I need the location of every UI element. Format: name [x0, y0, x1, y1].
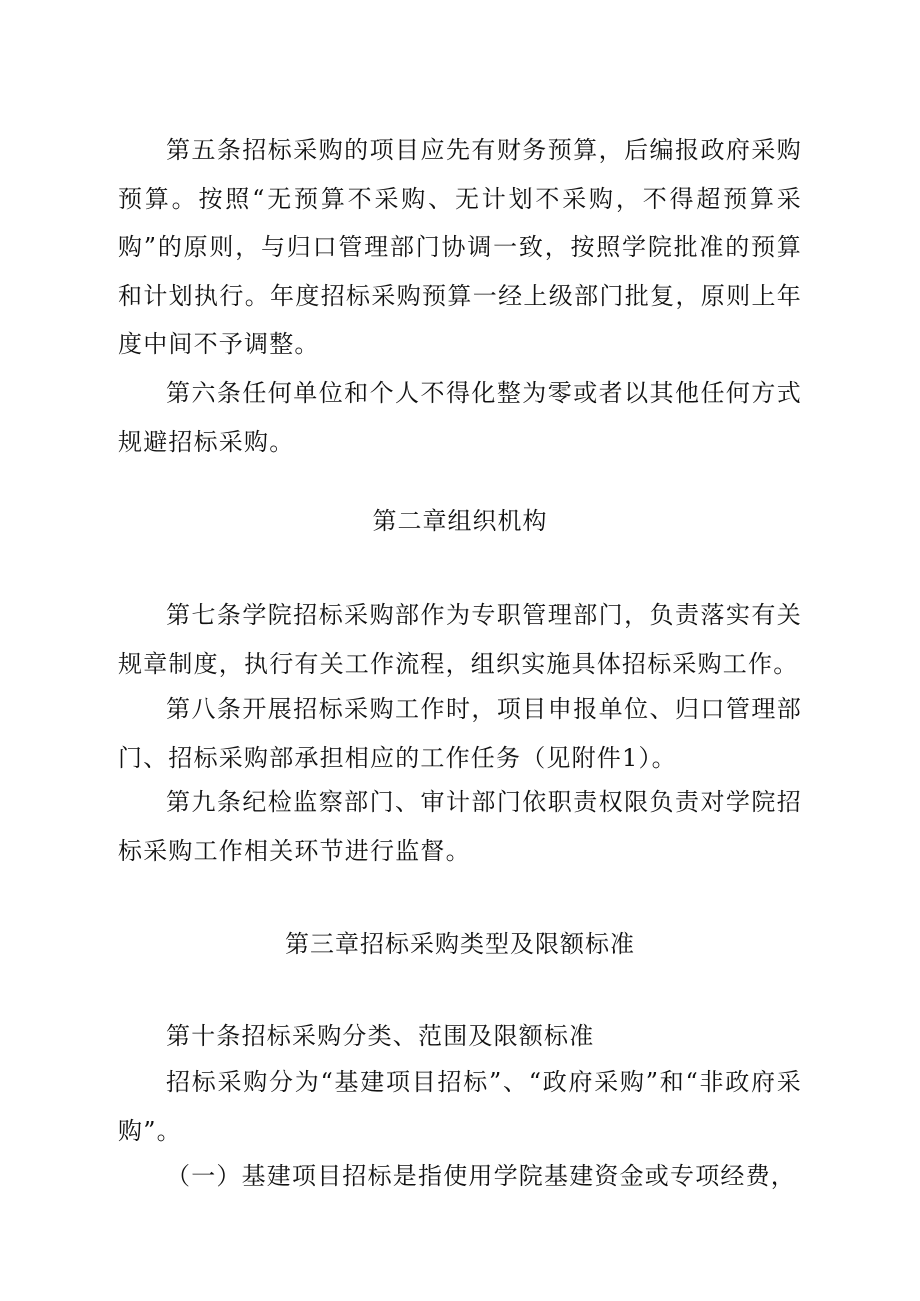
article-6-paragraph: 第六条任何单位和个人不得化整为零或者以其他任何方式规避招标采购。 [118, 379, 802, 456]
article-8-paragraph: 第八条开展招标采购工作时，项目申报单位、归口管理部门、招标采购部承担相应的工作任务（见附件1）。 [118, 695, 802, 772]
procurement-types-paragraph: 招标采购分为“基建项目招标”、“政府采购”和“非政府采购”。 [118, 1068, 802, 1145]
article-10-paragraph: 第十条招标采购分类、范围及限额标准 [166, 1022, 595, 1050]
infrastructure-bidding-paragraph: （一）基建项目招标是指使用学院基建资金或专项经费， [166, 1162, 796, 1190]
article-7-paragraph: 第七条学院招标采购部作为专职管理部门，负责落实有关规章制度，执行有关工作流程，组织实施具体招标采购工作。 [118, 601, 802, 678]
article-5-paragraph: 第五条招标采购的项目应先有财务预算，后编报政府采购预算。按照“无预算不采购、无计划不采购，不得超预算采购”的原则，与归口管理部门协调一致，按照学院批准的预算和计划执行。年度招标采购预算一经上级部门批复，原则上年度中间不予调整。 [118, 136, 802, 358]
article-9-paragraph: 第九条纪检监察部门、审计部门依职责权限负责对学院招标采购工作相关环节进行监督。 [118, 788, 802, 865]
chapter-2-heading: 第二章组织机构 [372, 507, 548, 535]
chapter-3-heading: 第三章招标采购类型及限额标准 [285, 930, 635, 958]
